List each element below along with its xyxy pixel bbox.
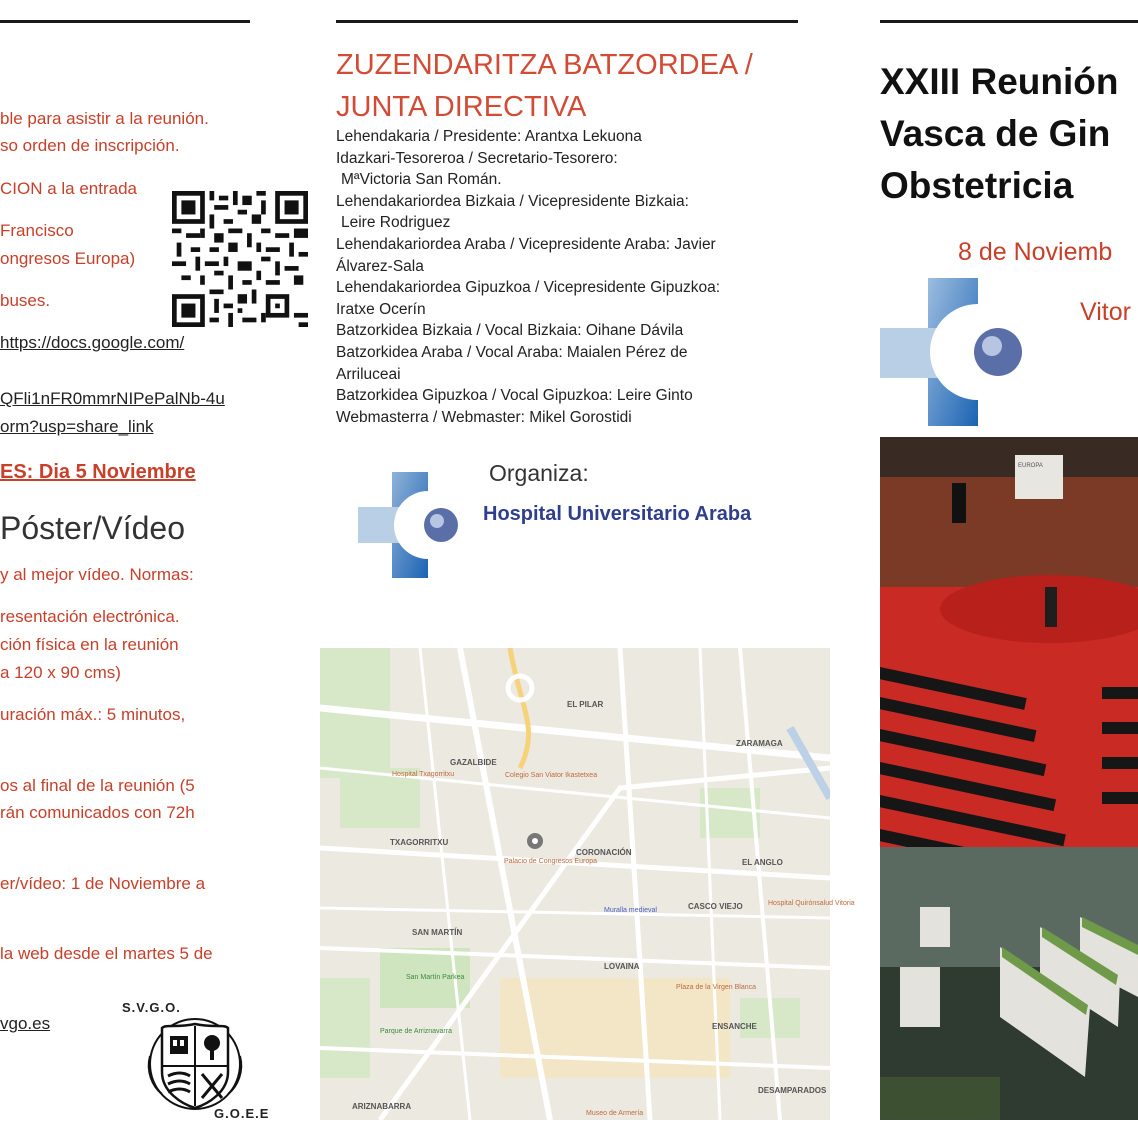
registration-link[interactable]: https://docs.google.com/ <box>0 333 185 352</box>
qr-code <box>172 190 308 328</box>
map-pin-icon <box>526 832 544 850</box>
deadline-heading: ES: Dia 5 Noviembre <box>0 461 196 483</box>
member-line: Batzorkidea Araba / Vocal Araba: Maialen Pérez de <box>336 343 688 361</box>
registration-link[interactable]: orm?usp=share_link <box>0 417 154 436</box>
map-poi: Plaza de la Virgen Blanca <box>676 984 757 991</box>
info-line: CION a la entrada <box>0 179 138 198</box>
member-line: Lehendakariordea Araba / Vicepresidente Araba: Javier <box>336 235 716 253</box>
info-line: y al mejor vídeo. Normas: <box>0 565 194 584</box>
map-poi: Parque de Arriznavarra <box>380 1028 452 1035</box>
info-line: uración máx.: 5 minutos, <box>0 705 186 724</box>
info-line: ción física en la reunión <box>0 635 179 654</box>
svgo-logo-top-text: S.V.G.O. <box>122 1000 181 1015</box>
map-district: ARIZNABARRA <box>352 1102 412 1111</box>
top-rule-middle <box>336 20 798 23</box>
junta-member-list <box>336 126 796 428</box>
member-line: Álvarez-Sala <box>336 257 424 275</box>
map-district: ENSANCHE <box>712 1022 757 1031</box>
member-line: Batzorkidea Gipuzkoa / Vocal Gipuzkoa: Leire Ginto <box>336 387 693 405</box>
member-line: Idazkari-Tesoreroa / Secretario-Tesorero: <box>336 149 618 167</box>
info-line: rán comunicados con 72h <box>0 803 195 822</box>
info-line: la web desde el martes 5 de <box>0 944 213 963</box>
member-line: Webmasterra / Webmaster: Mikel Gorostidi <box>336 408 632 426</box>
member-line: Lehendakaria / Presidente: Arantxa Lekuona <box>336 128 642 145</box>
map-poi: Hospital Quirónsalud Vitoria <box>768 900 855 907</box>
map-district: EL PILAR <box>567 700 604 709</box>
auditorium-photo <box>880 437 1138 847</box>
top-rule-left <box>0 20 250 23</box>
member-line: Lehendakariordea Bizkaia / Vicepresidente Bizkaia: <box>336 192 689 210</box>
map-poi: San Martín Parkea <box>406 974 465 981</box>
map-district: EL ANGLO <box>742 858 783 867</box>
cover-title-line: XXIII Reunión <box>880 61 1119 102</box>
hospital-cross-logo <box>358 472 468 578</box>
map-poi: Museo de Armería <box>586 1110 644 1117</box>
svgo-shield-logo <box>146 1016 244 1112</box>
info-line: er/vídeo: 1 de Noviembre a <box>0 874 206 893</box>
map-district: ZARAMAGA <box>736 739 783 748</box>
registration-link[interactable]: QFli1nFR0mmrNIPePalNb-4u <box>0 389 225 408</box>
member-line: MªVictoria San Román. <box>341 171 502 189</box>
cover-place: Vitor <box>1080 298 1131 326</box>
member-line: Lehendakariordea Gipuzkoa / Vicepresidente Gipuzkoa: <box>336 279 721 297</box>
info-line: resentación electrónica. <box>0 607 180 626</box>
map-district: TXAGORRITXU <box>390 838 449 847</box>
member-line: Iratxe Ocerín <box>336 300 426 318</box>
info-line: so orden de inscripción. <box>0 136 180 155</box>
info-line: Francisco <box>0 221 74 240</box>
map-poi: Muralla medieval <box>604 907 657 914</box>
city-map[interactable] <box>320 648 830 1120</box>
hospital-aerial-photo <box>880 847 1138 1120</box>
member-line: Arriluceai <box>336 365 401 383</box>
map-streets <box>320 648 830 1120</box>
top-rule-right <box>880 20 1138 23</box>
map-district: DESAMPARADOS <box>758 1086 827 1095</box>
organiza-label: Organiza: <box>489 460 589 486</box>
svgo-logo-bottom-text: G.O.E.E <box>214 1106 270 1121</box>
map-district: GAZALBIDE <box>450 758 497 767</box>
hospital-cross-logo-large <box>880 278 1028 426</box>
info-line: ongresos Europa) <box>0 249 136 268</box>
member-line: Leire Rodriguez <box>341 214 451 232</box>
cover-title-line: Vasca de Gin <box>880 113 1111 154</box>
member-line: Batzorkidea Bizkaia / Vocal Bizkaia: Oihane Dávila <box>336 322 684 340</box>
map-district: SAN MARTÍN <box>412 928 463 937</box>
map-poi: Palacio de Congresos Europa <box>504 858 598 865</box>
organizer-name: Hospital Universitario Araba <box>483 503 752 525</box>
info-line: a 120 x 90 cms) <box>0 663 121 682</box>
cover-title-line: Obstetricia <box>880 165 1074 206</box>
info-line: ble para asistir a la reunión. <box>0 109 209 128</box>
map-district: LOVAINA <box>604 962 640 971</box>
info-line: os al final de la reunión (5 <box>0 776 195 795</box>
map-poi: Hospital Txagorritxu <box>392 771 455 778</box>
cover-title <box>880 56 1118 212</box>
map-poi: Colegio San Viator Ikastetxea <box>505 772 598 779</box>
poster-video-heading: Póster/Vídeo <box>0 510 185 546</box>
map-district: CORONACIÓN <box>576 848 632 857</box>
cover-date: 8 de Noviemb <box>958 238 1113 266</box>
auditorium-screen-text: EUROPA <box>1018 463 1043 469</box>
website-link[interactable]: vgo.es <box>0 1014 51 1033</box>
map-district: CASCO VIEJO <box>688 902 743 911</box>
junta-directiva-title: ZUZENDARITZA BATZORDEA / JUNTA DIRECTIVA <box>336 49 753 123</box>
info-line: buses. <box>0 291 51 310</box>
